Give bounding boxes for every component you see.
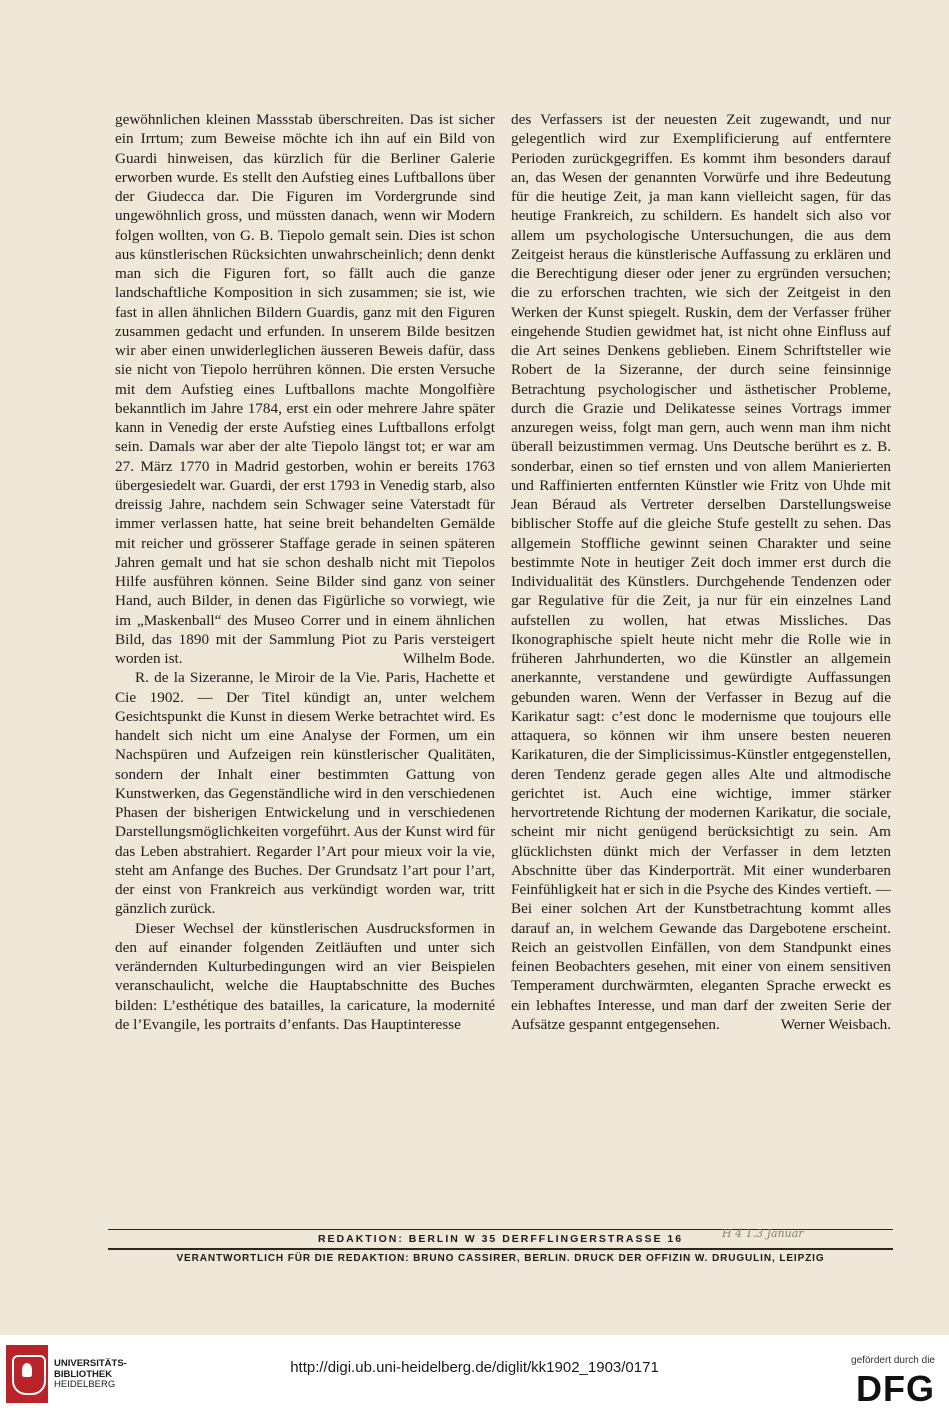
paragraph-guardi: gewöhnlichen kleinen Massstab überschreiten. Das ist sicher ein Irrtum; zum Beweise möchte ich ihn auf ein Bild von Guardi hinweisen, das kürzlich für die Berliner Galerie erworben wurde. Es stellt den Aufstieg eines Luftballons über der Giudecca dar. Die Figuren im Vordergrunde sind ungewöhnlich gross, und müssten danach, wenn wir Modern folgen wollten, von G. B. Tiepolo gemalt sein. Dies ist schon aus künstlerischen Rücksichten unwahrscheinlich; denn denkt man sich die Figuren fort, so fällt auch die ganze landschaftliche Komposition in sich zusammen; sie ist, wie fast in allen ähnlichen Bildern Guardis, ganz mit den Figuren zusammen gedacht und erfunden. In unserem Bilde besitzen wir aber einen unwiderleglichen äusseren Beweis dafür, dass sie nicht von Tiepolo herrühren können. Die ersten Versuche mit dem Aufstieg eines Luftballons machte Mongolfière bekanntlich im Jahre 1784, erst ein oder mehrere Jahre später kann in Venedig der erste Aufstieg eines Luftballons erfolgt sein. Damals war aber der alte Tiepolo längst tot; er war am 27. März 1770 in Madrid gestorben, wohin er bereits 1763 übergesiedelt war. Guardi, der erst 1793 in Venedig starb, also dreissig Jahre, nachdem sein Schwager seine Vaterstadt für immer verlassen hatte, hat seine breit behandelten Gemälde mit reicher und grösserer Staffage gerade in seinen späteren Jahren gemalt und hat sie schon deshalb nicht mit Tiepolos Hilfe ausführen können. Seine Bilder sind ganz von seiner Hand, auch Bilder, in denen das Figürliche so vorwiegt, wie im „Maskenball“ des Museo Correr und in einem ähnlichen Bild, das 1890 mit der Sammlung Piot zu Paris versteigert worden ist. Wilhelm Bode. bbox=[115, 111, 495, 667]
signature-weisbach: Werner Weisbach. bbox=[780, 1015, 891, 1033]
signature-bode: Wilhelm Bode. bbox=[402, 650, 495, 667]
paragraph-verfasser: des Verfassers ist der neuesten Zeit zugewandt, und nur gelegentlich wird zur Exemplificierung auf entferntere Perioden zurückgegriffen. Es kommt ihm besonders darauf an, das Wesen der genannten Vorwürfe und ihre Bedeutung für die heutige Zeit, ja man kann vielleicht sagen, für das heutige Frankreich, zu schildern. Es handelt sich also vor allem um psychologische Untersuchungen, die aus dem Zeitgeist heraus die künstlerische Auffassung zu erklären und die Berechtigung dieser oder jener zu ergründen versuchen; die zu erforschen trachten, wie sich der Zeitgeist in den Werken der Kunst spiegelt. Ruskin, dem der Verfasser früher eingehende Studien gewidmet hat, ist nicht ohne Einfluss auf die Art seines Denkens geblieben. Einem Schriftsteller wie Robert de la Sizeranne, der durch seine feinsinnige Betrachtung psychologischer und ästhetischer Probleme, durch die Grazie und Delikatesse seines Vortrags immer anzuregen weiss, folgt man gern, auch wenn man ihm nicht überall beizustimmen vermag. Uns Deutsche berührt es z. B. sonderbar, einen so tief ernsten und von allem Manierierten und Raffinierten entfernten Künstler wie Fritz von Uhde mit Jean Béraud als Vertreter derselben Darstellungsweise biblischer Stoffe auf die gleiche Stufe gestellt zu sehen. Das allgemein Stoffliche gewinnt seinen Charakter und seine bestimmte Note in heutiger Zeit doch immer erst durch die Individualität des Künstlers. Durchgehende Tendenzen oder gar Regulative für die Zeit, ja nur für ein einzelnes Land aufstellen zu wollen, hat etwas Missliches. Das Ikonographische spielt heute nicht mehr die Rolle wie in früheren Jahrhunderten, wo die Künstler an allgemein anerkannte, verstandene und gewürdigte Auffassungen gebunden waren. Wenn der Verfasser in Bezug auf die Karikatur sagt: c’est donc le modernisme que toujours elle attaquera, so können wir ihm unsere besten neueren Karikaturen, die der Simplicissimus-Künstler entgegenstellen, deren Tendenz gerade gegen alles Alte und altmodische gerichtet ist. Auch eine wichtige, immer stärker hervortretende Richtung der modernen Karikatur, die sociale, scheint mir nicht genügend berücksichtigt zu sein. Am glücklichsten dünkt mich der Verfasser in dem letzten Abschnitte über das Kinderporträt. Mit einer wunderbaren Feinfühligkeit hat er sich in die Psyche des Kindes vertieft. — Bei einer solchen Art der Kunstbetrachtung kommt alles darauf an, in welchem Gewande das Dargebotene erscheint. Reich an geistvollen Einfällen, von dem Standpunkt eines feinen Beobachters gesehen, mit einer von einem sensitiven Temperament durchwärmten, eleganten Sprache erweckt es ein lebhaftes Interesse, und man darf der zweiten Serie der Aufsätze gespannt entgegensehen. Werner Weisbach. bbox=[511, 111, 891, 1033]
footer-rule-bottom bbox=[108, 1248, 893, 1250]
footer-redaktion: REDAKTION: BERLIN W 35 DERFFLINGERSTRASSE 16 bbox=[317, 1233, 684, 1245]
footer-verantwortlich: VERANTWORTLICH FÜR DIE REDAKTION: BRUNO CASSIRER, BERLIN. DRUCK DER OFFIZIN W. DRUGULIN, LEIPZIG bbox=[176, 1253, 825, 1264]
library-bar bbox=[0, 1335, 949, 1415]
paragraph-sizeranne-review: R. de la Sizeranne, le Miroir de la Vie. Paris, Hachette et Cie 1902. — Der Titel kündigt an, unter welchem Gesichtspunkt die Kunst in diesem Werke betrachtet wird. Es handelt sich nicht um eine Analyse der Formen, um ein Nachspüren und Aufzeigen rein künstlerischer Qualitäten, sondern der Inhalt einer bestimmten Gattung von Kunstwerken, das Gegenständliche wird in den verschiedenen Phasen der bisherigen Entwickelung und in verschiedenen Darstellungsmöglichkeiten vorgeführt. Aus der Kunst wird für das Leben abstrahiert. Regarder l’Art pour mieux voir la vie, steht am Anfange des Buches. Der Grundsatz l’art pour l’art, der einst von Frankreich aus verkündigt worden war, tritt gänzlich zurück. bbox=[115, 669, 495, 918]
dfg-logo[interactable]: DFG bbox=[856, 1368, 935, 1409]
handwritten-note: H 4 1.3 Januar bbox=[722, 1227, 804, 1240]
left-column bbox=[115, 110, 495, 1034]
institution-name[interactable]: UNIVERSITÄTS- BIBLIOTHEK HEIDELBERG bbox=[54, 1358, 127, 1390]
right-column bbox=[511, 110, 891, 1034]
funded-by-caption: gefördert durch die bbox=[851, 1355, 935, 1366]
permalink-url[interactable]: http://digi.ub.uni-heidelberg.de/diglit/kk1902_1903/0171 bbox=[290, 1359, 659, 1376]
paragraph-wechsel: Dieser Wechsel der künstlerischen Ausdrucksformen in den auf einander folgenden Zeitläuften und unter sich verändernden Kulturbedingungen wird an vier Beispielen veranschaulicht, welche die Hauptabschnitte des Buches bilden: L’esthétique des batailles, la caricature, la modernité de l’Evangile, les portraits d’enfants. Das Hauptinteresse bbox=[115, 919, 495, 1033]
